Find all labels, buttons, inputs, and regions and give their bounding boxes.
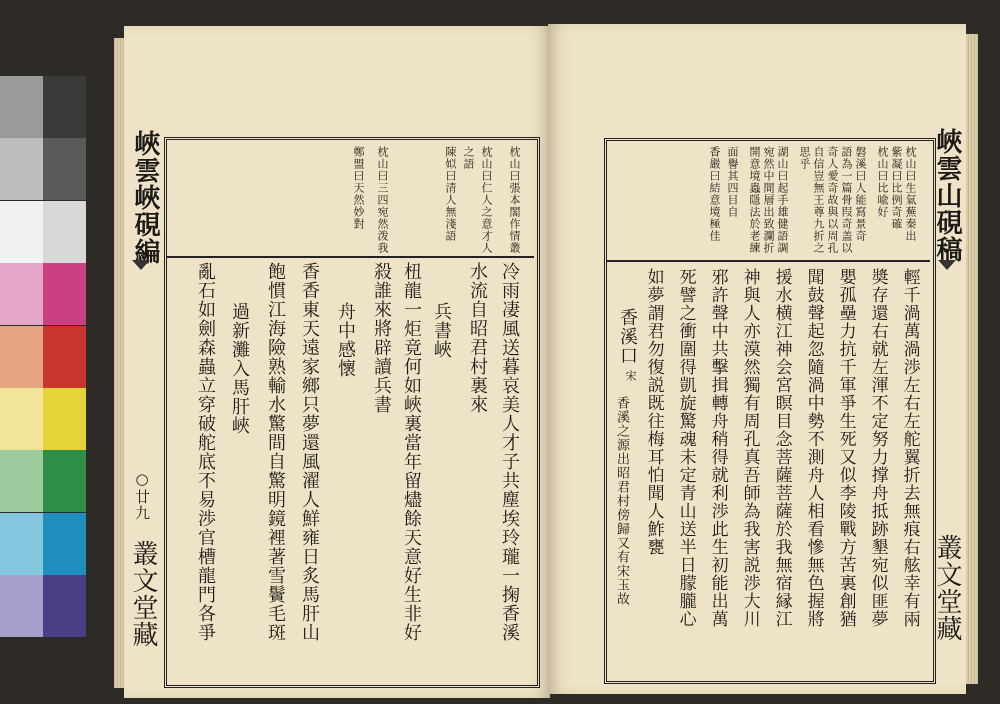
- note-line: 之語: [462, 146, 475, 170]
- note-line: 陳姒曰清人無淺語: [444, 146, 457, 242]
- color-swatch: [43, 326, 86, 388]
- poem-title: 香溪口: [617, 308, 638, 365]
- color-swatch: [0, 263, 43, 325]
- poem-line: 飽慣江海險熟輸水驚間自驚明鏡裡著雪鬢毛斑: [265, 262, 286, 642]
- color-swatch: [0, 513, 43, 575]
- note-line: 枕山曰三四宛然泼我: [376, 146, 389, 254]
- poem-line: 援水横江神会宮瞑目念菩薩菩薩於我無宿縁江: [771, 268, 792, 628]
- page-stack-edge: [966, 34, 978, 684]
- right-page: [548, 24, 966, 694]
- note-line: 枕山曰生氣蕪秦出: [904, 146, 917, 242]
- publisher-mark: 叢文堂藏: [128, 540, 158, 648]
- note-line: 磐溪曰人能寫景奇: [854, 146, 867, 242]
- publisher-mark: 叢文堂藏: [932, 534, 962, 642]
- note-divider: [167, 256, 534, 258]
- note-divider: [607, 260, 930, 262]
- page-stack-edge: [114, 38, 124, 688]
- color-swatch: [0, 138, 43, 200]
- poem-line: 香香東天遠家鄉只夢還風濯人鮮雍日炙馬肝山: [299, 262, 320, 642]
- color-swatch: [43, 138, 86, 200]
- poem-line: 奬存還右就左渾不定努力撑舟抵跡墾宛似匪夢: [867, 268, 888, 628]
- note-line: 面譽其四目自: [726, 146, 739, 218]
- note-line: 思乎: [798, 146, 811, 170]
- running-title: 峽雲峽硯編: [130, 130, 160, 265]
- poem-note: 宋: [624, 370, 637, 382]
- poem-line: 嬰孤壘力抗千軍爭生死又似李陵戰方苦裏創猶: [835, 268, 856, 628]
- poem-line: 邪許聲中共擊揖轉舟稍得就利渉此生初能出萬: [707, 268, 728, 628]
- note-line: 枕山曰比喩好: [876, 146, 889, 218]
- color-swatch: [0, 575, 43, 637]
- color-swatch: [43, 263, 86, 325]
- color-swatch: [43, 388, 86, 450]
- poem-line: 亂石如劍森蟲立穿破舵底不易渉官槽龍門各爭: [195, 262, 216, 642]
- poem-title: 兵書峽: [431, 302, 452, 359]
- color-calibration-chart: [0, 76, 86, 638]
- poem-line: 輕千渦萬渦渉左右左舵翼折去無痕右舷幸有兩: [899, 268, 920, 628]
- poem-line: 杻龍一炬竟何如峽裏當年留燼餘天意好生非好: [401, 262, 422, 642]
- note-line: 香嚴曰結意境極佳: [708, 146, 721, 242]
- color-swatch: [0, 76, 43, 138]
- note-line: 枕山曰仁人之意才人: [480, 146, 493, 254]
- color-swatch: [43, 76, 86, 138]
- note-line: 紫凝曰比例奇確: [890, 146, 903, 230]
- poem-subnote: 香溪之源出昭君村傍歸又有宋玉故: [614, 396, 629, 606]
- note-line: 開意境蟲隱法於老練: [748, 146, 761, 254]
- poem-line: 死譬之衝圍得凱旋驚魂未定青山送半日朦朧心: [675, 268, 696, 628]
- note-line: 湖山曰起手雄健語調: [776, 146, 789, 254]
- note-line: 語為一篇骨叚奇盖以: [840, 146, 853, 254]
- color-swatch: [0, 450, 43, 512]
- note-line: 奇人愛奇故與以周孔: [826, 146, 839, 254]
- poem-line: 冷雨凄風送暮哀美人才子共塵埃玲瓏一掬香溪: [499, 262, 520, 642]
- poem-title: 舟中感懷: [335, 302, 356, 378]
- poem-line: 殺誰來將辟讀兵書: [371, 262, 392, 414]
- poem-title: 過新灘入馬肝峽: [229, 302, 250, 435]
- running-title: 峽雲山硯稿: [932, 128, 962, 263]
- poem-line: 聞鼓聲起忽隨渦中勢不測舟人相看慘無色握將: [803, 268, 824, 628]
- note-line: 枕山曰張本閣作情叢: [508, 146, 521, 254]
- poem-line: 如夢謂君勿復説既往梅耳怕聞人鮓甕: [643, 268, 664, 556]
- note-line: 鄭盟曰天然妙對: [352, 146, 365, 230]
- color-swatch: [43, 201, 86, 263]
- note-line: 宛然中間層出致瀾折: [762, 146, 775, 254]
- note-line: 自信豈無王尊九折之: [812, 146, 825, 254]
- color-swatch: [0, 201, 43, 263]
- fishtail-mark: [938, 260, 956, 270]
- color-swatch: [43, 575, 86, 637]
- color-swatch: [0, 388, 43, 450]
- color-swatch: [43, 513, 86, 575]
- color-swatch: [0, 326, 43, 388]
- poem-line: 水流自昭君村裏來: [467, 262, 488, 414]
- left-page: [124, 26, 550, 698]
- color-swatch: [43, 450, 86, 512]
- poem-line: 神與人亦漠然獨有周孔真吾師為我害説渉大川: [739, 268, 760, 628]
- fishtail-mark: [132, 260, 150, 270]
- folio-number: ○廿九: [133, 470, 151, 521]
